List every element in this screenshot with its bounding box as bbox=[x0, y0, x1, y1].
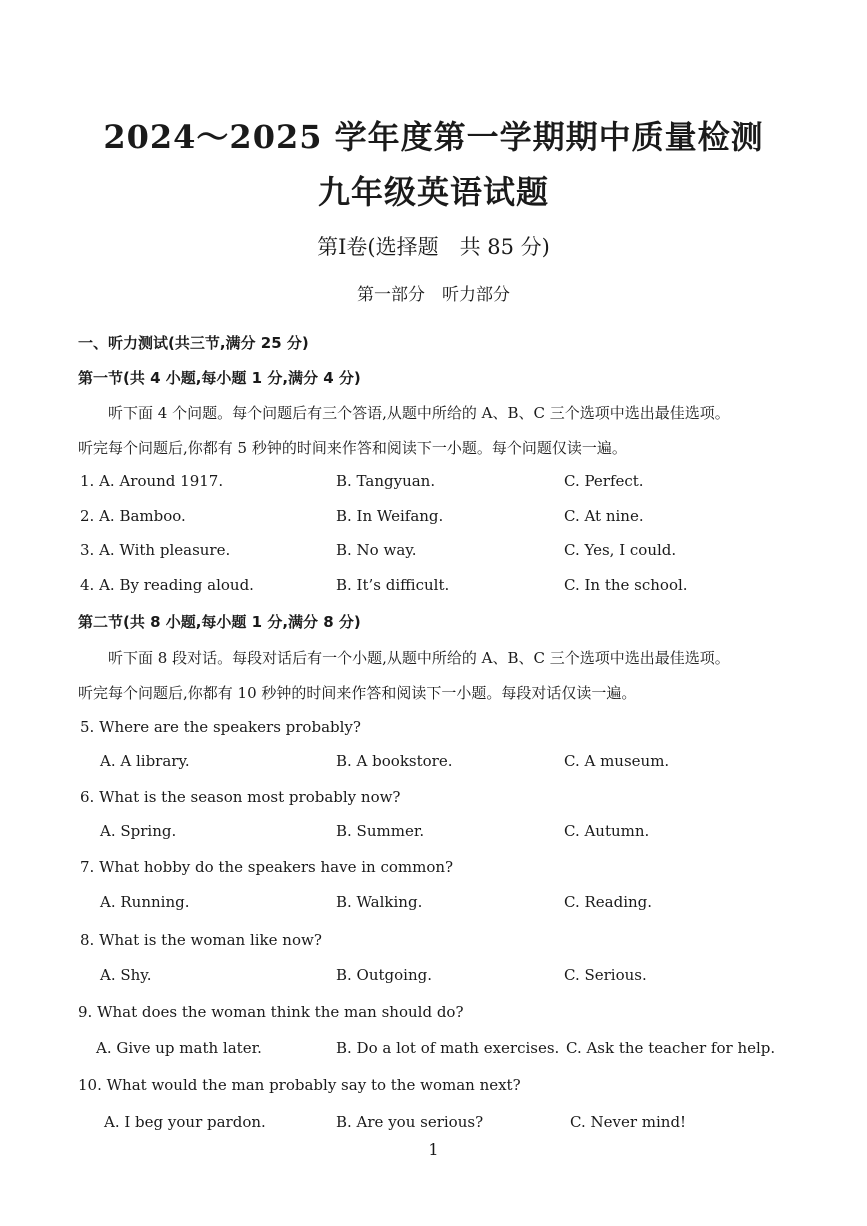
q2-option-b: B. In Weifang. bbox=[336, 507, 444, 525]
q3-option-b: B. No way. bbox=[336, 541, 417, 559]
sub2-instruction-1: 听下面 8 段对话。每段对话后有一个小题,从题中所给的 A、B、C 三个选项中选出最佳选项。 bbox=[108, 649, 730, 667]
section-heading: 一、听力测试(共三节,满分 25 分) bbox=[78, 334, 309, 352]
sub1-heading: 第一节(共 4 小题,每小题 1 分,满分 4 分) bbox=[78, 369, 361, 387]
exam-subtitle: 九年级英语试题 bbox=[317, 173, 549, 211]
part-heading: 第一部分 听力部分 bbox=[357, 285, 510, 305]
q9-stem: 9. What does the woman think the man should do? bbox=[78, 1003, 464, 1021]
q1-option-a: 1. A. Around 1917. bbox=[80, 472, 224, 490]
q2-option-c: C. At nine. bbox=[564, 507, 644, 525]
sub2-instruction-2: 听完每个问题后,你都有 10 秒钟的时间来作答和阅读下一小题。每段对话仅读一遍。 bbox=[78, 684, 637, 702]
exam-title: 2024～2025 学年度第一学期期中质量检测 bbox=[103, 118, 764, 156]
q8-stem: 8. What is the woman like now? bbox=[80, 931, 322, 949]
q8-option-a: A. Shy. bbox=[100, 966, 152, 984]
q7-stem: 7. What hobby do the speakers have in common? bbox=[80, 858, 454, 876]
q3-option-c: C. Yes, I could. bbox=[564, 541, 677, 559]
q7-option-c: C. Reading. bbox=[564, 893, 653, 911]
q2-option-a: 2. A. Bamboo. bbox=[80, 507, 186, 525]
q5-option-b: B. A bookstore. bbox=[336, 752, 453, 770]
q10-option-c: C. Never mind! bbox=[570, 1113, 687, 1131]
q6-option-b: B. Summer. bbox=[336, 822, 425, 840]
q9-option-c: C. Ask the teacher for help. bbox=[566, 1039, 776, 1057]
q10-option-b: B. Are you serious? bbox=[336, 1113, 484, 1131]
q9-option-b: B. Do a lot of math exercises. bbox=[336, 1039, 560, 1057]
q1-option-c: C. Perfect. bbox=[564, 472, 644, 490]
q6-option-a: A. Spring. bbox=[100, 822, 177, 840]
volume-heading: 第Ⅰ卷(选择题 共 85 分) bbox=[317, 235, 550, 259]
q5-stem: 5. Where are the speakers probably? bbox=[80, 718, 361, 736]
q4-option-c: C. In the school. bbox=[564, 576, 688, 594]
sub2-heading: 第二节(共 8 小题,每小题 1 分,满分 8 分) bbox=[78, 613, 361, 631]
q6-option-c: C. Autumn. bbox=[564, 822, 650, 840]
q4-option-b: B. It’s difficult. bbox=[336, 576, 450, 594]
q7-option-a: A. Running. bbox=[100, 893, 190, 911]
q7-option-b: B. Walking. bbox=[336, 893, 423, 911]
q5-option-c: C. A museum. bbox=[564, 752, 670, 770]
q10-option-a: A. I beg your pardon. bbox=[104, 1113, 266, 1131]
sub1-instruction-2: 听完每个问题后,你都有 5 秒钟的时间来作答和阅读下一小题。每个问题仅读一遍。 bbox=[78, 439, 627, 457]
q5-option-a: A. A library. bbox=[100, 752, 190, 770]
q8-option-b: B. Outgoing. bbox=[336, 966, 433, 984]
q3-option-a: 3. A. With pleasure. bbox=[80, 541, 231, 559]
q6-stem: 6. What is the season most probably now? bbox=[80, 788, 401, 806]
q8-option-c: C. Serious. bbox=[564, 966, 647, 984]
q9-option-a: A. Give up math later. bbox=[96, 1039, 262, 1057]
page-number: 1 bbox=[428, 1140, 439, 1159]
q4-option-a: 4. A. By reading aloud. bbox=[80, 576, 254, 594]
q10-stem: 10. What would the man probably say to the woman next? bbox=[78, 1076, 521, 1094]
sub1-instruction-1: 听下面 4 个问题。每个问题后有三个答语,从题中所给的 A、B、C 三个选项中选出最佳选项。 bbox=[108, 404, 730, 422]
q1-option-b: B. Tangyuan. bbox=[336, 472, 436, 490]
